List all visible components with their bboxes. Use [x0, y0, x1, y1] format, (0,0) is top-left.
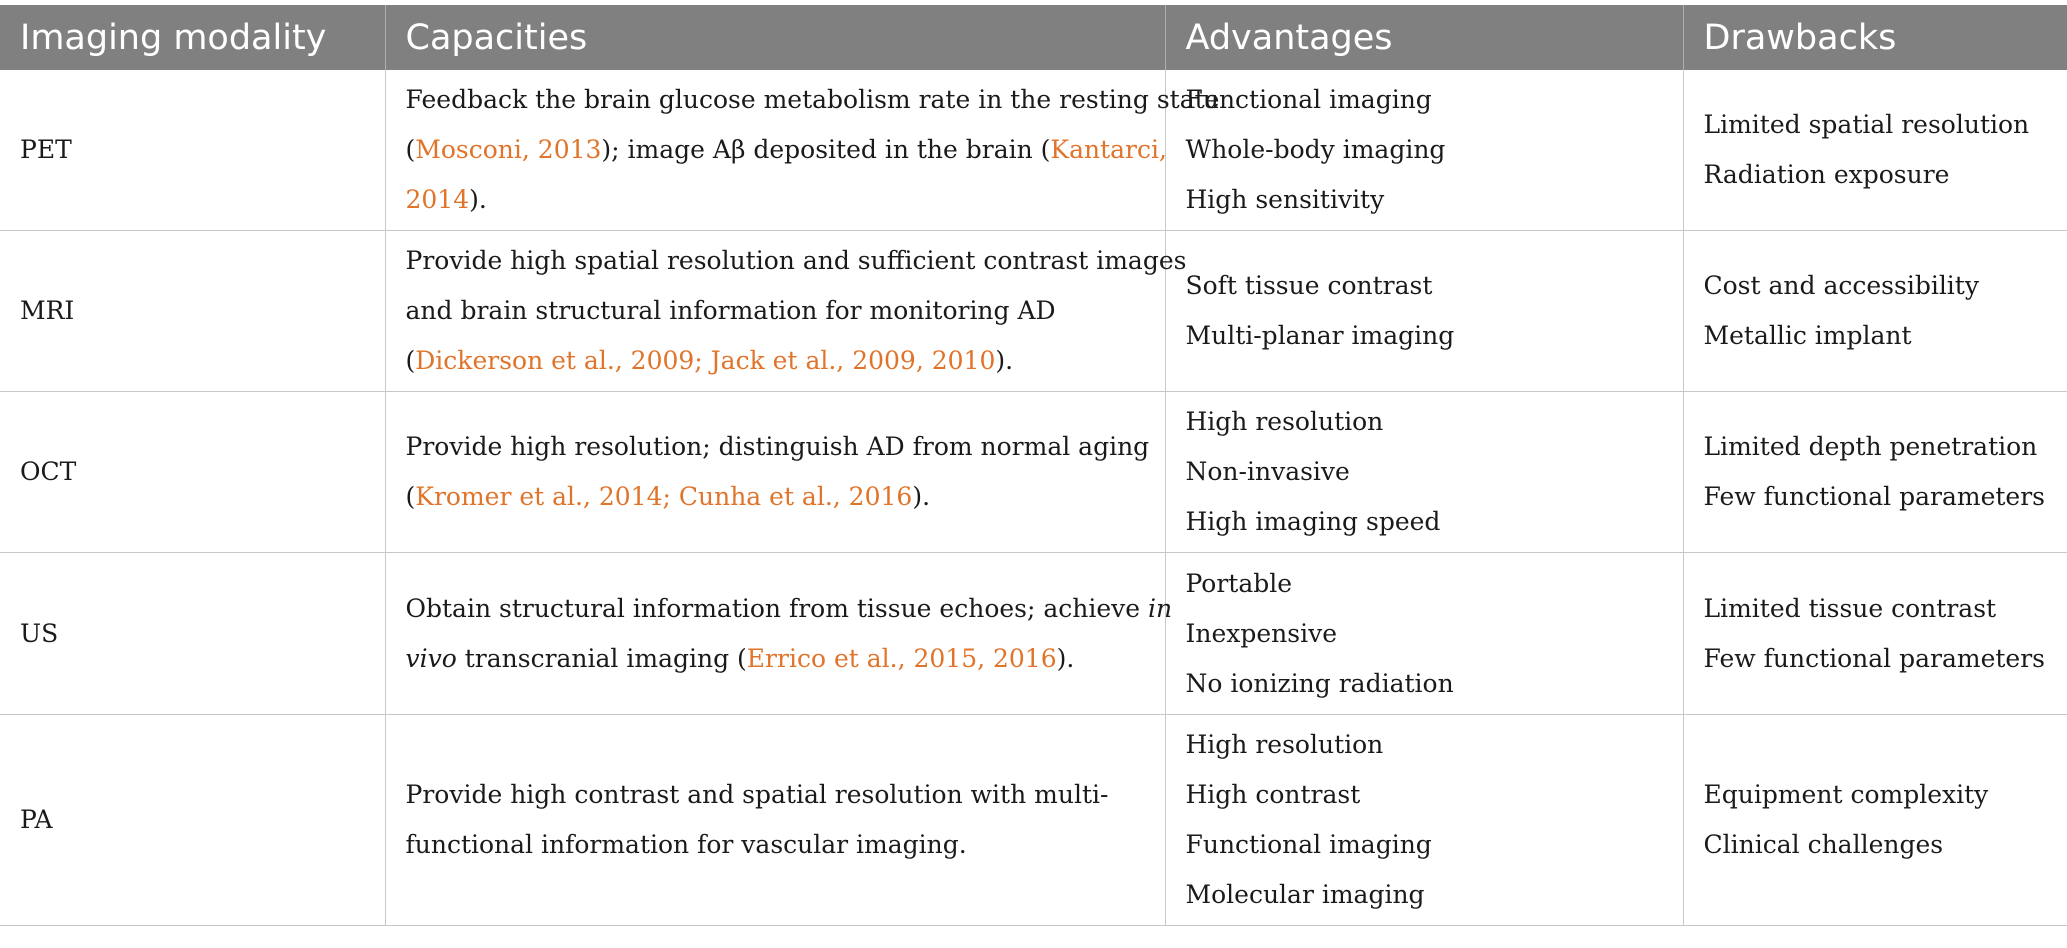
drawback-item: Limited depth penetration — [1703, 432, 2038, 461]
advantage-item: Multi-planar imaging — [1185, 321, 1455, 350]
capacity-line: Provide high contrast and spatial resolution with multi- — [405, 780, 1109, 809]
capacity-text: Obtain structural information from tissue echoes; achieve — [405, 593, 1149, 623]
citation-link[interactable]: Kromer et al., 2014; Cunha et al., 2016 — [415, 482, 913, 511]
capacity-text: ). — [469, 185, 487, 214]
capacity-line: functional information for vascular imaging. — [405, 830, 967, 859]
capacity-italic: vivo — [405, 643, 457, 673]
citation-link[interactable]: Dickerson et al., 2009; Jack et al., 2009, 2010 — [415, 346, 996, 375]
capacity-line: Provide high resolution; distinguish AD from normal aging — [405, 432, 1150, 461]
capacity-text: ( — [405, 346, 416, 375]
citation-link[interactable]: Mosconi, 2013 — [415, 135, 602, 164]
advantage-item: Molecular imaging — [1185, 880, 1425, 909]
capacity-line — [406, 472, 1151, 522]
table-row-oct — [0, 392, 2067, 553]
capacity-cell — [385, 70, 1220, 231]
capacity-line — [405, 584, 1173, 634]
drawbacks-cell — [1683, 715, 2067, 926]
drawbacks-cell — [1683, 231, 2067, 392]
capacity-text: ( — [405, 135, 416, 164]
capacity-line — [406, 175, 1151, 225]
citation-link[interactable]: Kantarci, — [1050, 135, 1167, 164]
drawback-item: Cost and accessibility — [1703, 271, 1979, 300]
capacity-line: and brain structural information for monitoring AD — [405, 296, 1056, 325]
advantage-item: High contrast — [1185, 780, 1361, 809]
drawback-item: Limited spatial resolution — [1703, 110, 2030, 139]
drawback-item: Metallic implant — [1703, 321, 1912, 350]
advantage-item: Non-invasive — [1185, 457, 1350, 486]
drawback-item: Limited tissue contrast — [1703, 593, 1997, 623]
modality-cell: US — [0, 553, 385, 715]
capacity-line — [405, 125, 1167, 175]
table-row-mri — [0, 231, 2067, 392]
capacity-cell — [385, 392, 1165, 553]
header-drawbacks: Drawbacks — [1683, 5, 2067, 70]
capacity-cell — [385, 553, 1173, 715]
capacity-line: Provide high spatial resolution and sufficient contrast images — [405, 246, 1187, 275]
advantage-item: Functional imaging — [1185, 830, 1432, 859]
modality-cell: MRI — [0, 231, 385, 392]
capacity-line — [406, 634, 1151, 684]
drawback-item: Radiation exposure — [1703, 160, 1950, 189]
capacity-text: ). — [995, 346, 1014, 375]
advantages-cell — [1165, 553, 1683, 715]
capacity-line: Feedback the brain glucose metabolism rate in the resting state — [405, 85, 1220, 114]
table-row-us — [0, 553, 2067, 715]
drawback-item: Few functional parameters — [1703, 643, 2046, 673]
capacity-line — [406, 336, 1151, 386]
citation-link[interactable]: 2014 — [405, 185, 470, 214]
table-body — [0, 70, 2067, 926]
modality-cell: OCT — [0, 392, 385, 553]
advantage-item: Portable — [1185, 568, 1293, 598]
drawbacks-cell — [1683, 553, 2067, 715]
table-row-pet — [0, 70, 2067, 231]
comparison-table — [0, 5, 2067, 926]
table-header — [0, 5, 2067, 70]
table-row-pa — [0, 715, 2067, 926]
modality-cell: PET — [0, 70, 385, 231]
capacity-cell — [385, 231, 1187, 392]
advantage-item: Soft tissue contrast — [1185, 271, 1433, 300]
drawback-item: Clinical challenges — [1703, 830, 1944, 859]
drawbacks-cell — [1683, 70, 2067, 231]
advantage-item: High resolution — [1185, 407, 1384, 436]
capacity-text: ). — [912, 482, 931, 511]
header-advantages: Advantages — [1165, 5, 1683, 70]
advantage-item: High imaging speed — [1185, 507, 1441, 536]
advantages-cell — [1165, 392, 1683, 553]
modality-cell: PA — [0, 715, 385, 926]
advantages-cell — [1165, 715, 1683, 926]
capacity-cell — [385, 715, 1165, 926]
capacity-text: ( — [405, 482, 416, 511]
header-row — [0, 5, 2067, 70]
advantage-item: No ionizing radiation — [1185, 668, 1454, 698]
capacity-text: ). — [1056, 643, 1075, 673]
header-capacities: Capacities — [385, 5, 1165, 70]
header-imaging-modality: Imaging modality — [0, 5, 385, 70]
advantages-cell — [1165, 231, 1683, 392]
advantage-item: Functional imaging — [1185, 85, 1432, 114]
drawback-item: Equipment complexity — [1703, 780, 1989, 809]
advantage-item: Inexpensive — [1185, 618, 1338, 648]
capacity-text: transcranial imaging ( — [456, 643, 747, 673]
advantages-cell — [1165, 70, 1683, 231]
capacity-italic: in — [1148, 593, 1173, 623]
advantage-item: Whole-body imaging — [1185, 135, 1446, 164]
citation-link[interactable]: Errico et al., 2015, 2016 — [746, 643, 1057, 673]
drawbacks-cell — [1683, 392, 2067, 553]
capacity-text: ); image Aβ deposited in the brain ( — [601, 135, 1051, 164]
drawback-item: Few functional parameters — [1703, 482, 2046, 511]
advantage-item: High resolution — [1185, 730, 1384, 759]
advantage-item: High sensitivity — [1185, 185, 1385, 214]
